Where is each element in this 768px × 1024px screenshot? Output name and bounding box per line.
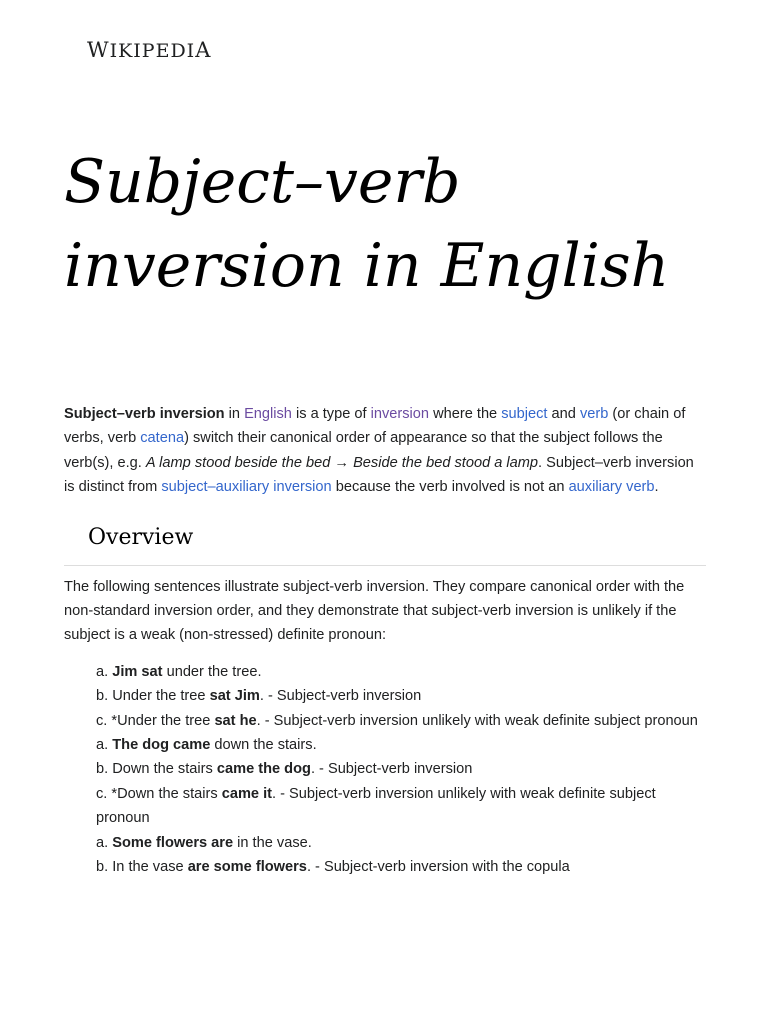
example-text: c. *Down the stairs: [96, 785, 222, 802]
intro-text: and: [547, 406, 580, 422]
example-item: [96, 684, 706, 708]
example-bold: came it: [221, 785, 273, 802]
example-text: b. Down the stairs: [96, 761, 217, 778]
example-text: . - Subject-verb inversion with the copula: [306, 859, 570, 876]
section-heading-overview: Overview: [88, 524, 194, 550]
example-text: . - Subject-verb inversion unlikely with weak definite subject pronoun: [96, 785, 656, 827]
link-catena[interactable]: catena: [140, 430, 185, 447]
example-item: [96, 709, 706, 733]
example-bold: sat Jim: [209, 688, 260, 705]
example-item: [96, 733, 706, 757]
intro-text: ) switch their canonical order of appearance so that the subject follows the verb(s), e.g.: [64, 430, 663, 471]
example-text: down the stairs.: [210, 737, 317, 754]
intro-bold-term: Subject–verb inversion: [64, 406, 225, 422]
example-bold: Jim sat: [112, 663, 163, 680]
intro-text: .: [654, 479, 659, 496]
example-text: b. Under the tree: [96, 688, 210, 705]
example-bold: came the dog: [216, 761, 311, 778]
intro-text: is a type of: [291, 406, 371, 422]
example-list: [64, 660, 706, 880]
example-bold: Some flowers are: [112, 834, 234, 851]
wikipedia-wordmark-logo[interactable]: WIKIPEDIA: [87, 38, 212, 62]
example-text: under the tree.: [162, 663, 262, 680]
example-bold: are some flowers: [187, 859, 307, 876]
intro-text: . Subject–verb inversion is distinct from: [64, 454, 694, 496]
overview-paragraph: The following sentences illustrate subject-verb inversion. They compare canonical order with the non-standard inversion order, and they demonstrate that subject-verb inversion is unlikely if the subject is a weak (non-stressed) definite pronoun:: [64, 578, 685, 644]
example-item: [96, 855, 706, 879]
example-text: . - Subject-verb inversion: [259, 688, 422, 705]
example-bold: sat he: [214, 712, 257, 729]
link-inversion[interactable]: inversion: [370, 406, 430, 422]
intro-example: A lamp stood beside the bed → Beside the bed stood a lamp: [145, 454, 539, 471]
example-text: a.: [96, 663, 113, 680]
intro-text: where the: [429, 406, 502, 422]
intro-paragraph: [64, 402, 706, 500]
example-bold: The dog came: [112, 737, 211, 754]
example-item: [96, 831, 706, 855]
intro-text: in: [224, 406, 245, 422]
section-divider: [64, 565, 706, 566]
intro-text: because the verb involved is not an: [331, 479, 569, 496]
example-text: in the vase.: [233, 834, 312, 851]
example-item: [96, 757, 706, 781]
example-text: a.: [96, 834, 113, 851]
article-body: [64, 402, 706, 880]
link-subject-auxiliary-inversion[interactable]: subject–auxiliary inversion: [161, 479, 332, 496]
example-item: [96, 660, 706, 684]
example-text: a.: [96, 737, 113, 754]
example-item: [96, 782, 706, 831]
page-title: Subject–verb inversion in English: [64, 147, 670, 301]
example-text: c. *Under the tree: [96, 712, 215, 729]
link-english[interactable]: English: [244, 406, 292, 422]
intro-text: (or chain of verbs, verb: [64, 406, 686, 447]
link-verb[interactable]: verb: [579, 406, 609, 422]
link-subject[interactable]: subject: [501, 406, 548, 422]
example-text: . - Subject-verb inversion unlikely with weak definite subject pronoun: [256, 712, 698, 729]
example-text: . - Subject-verb inversion: [310, 761, 473, 778]
example-text: b. In the vase: [96, 859, 188, 876]
link-auxiliary-verb[interactable]: auxiliary verb: [568, 479, 655, 496]
